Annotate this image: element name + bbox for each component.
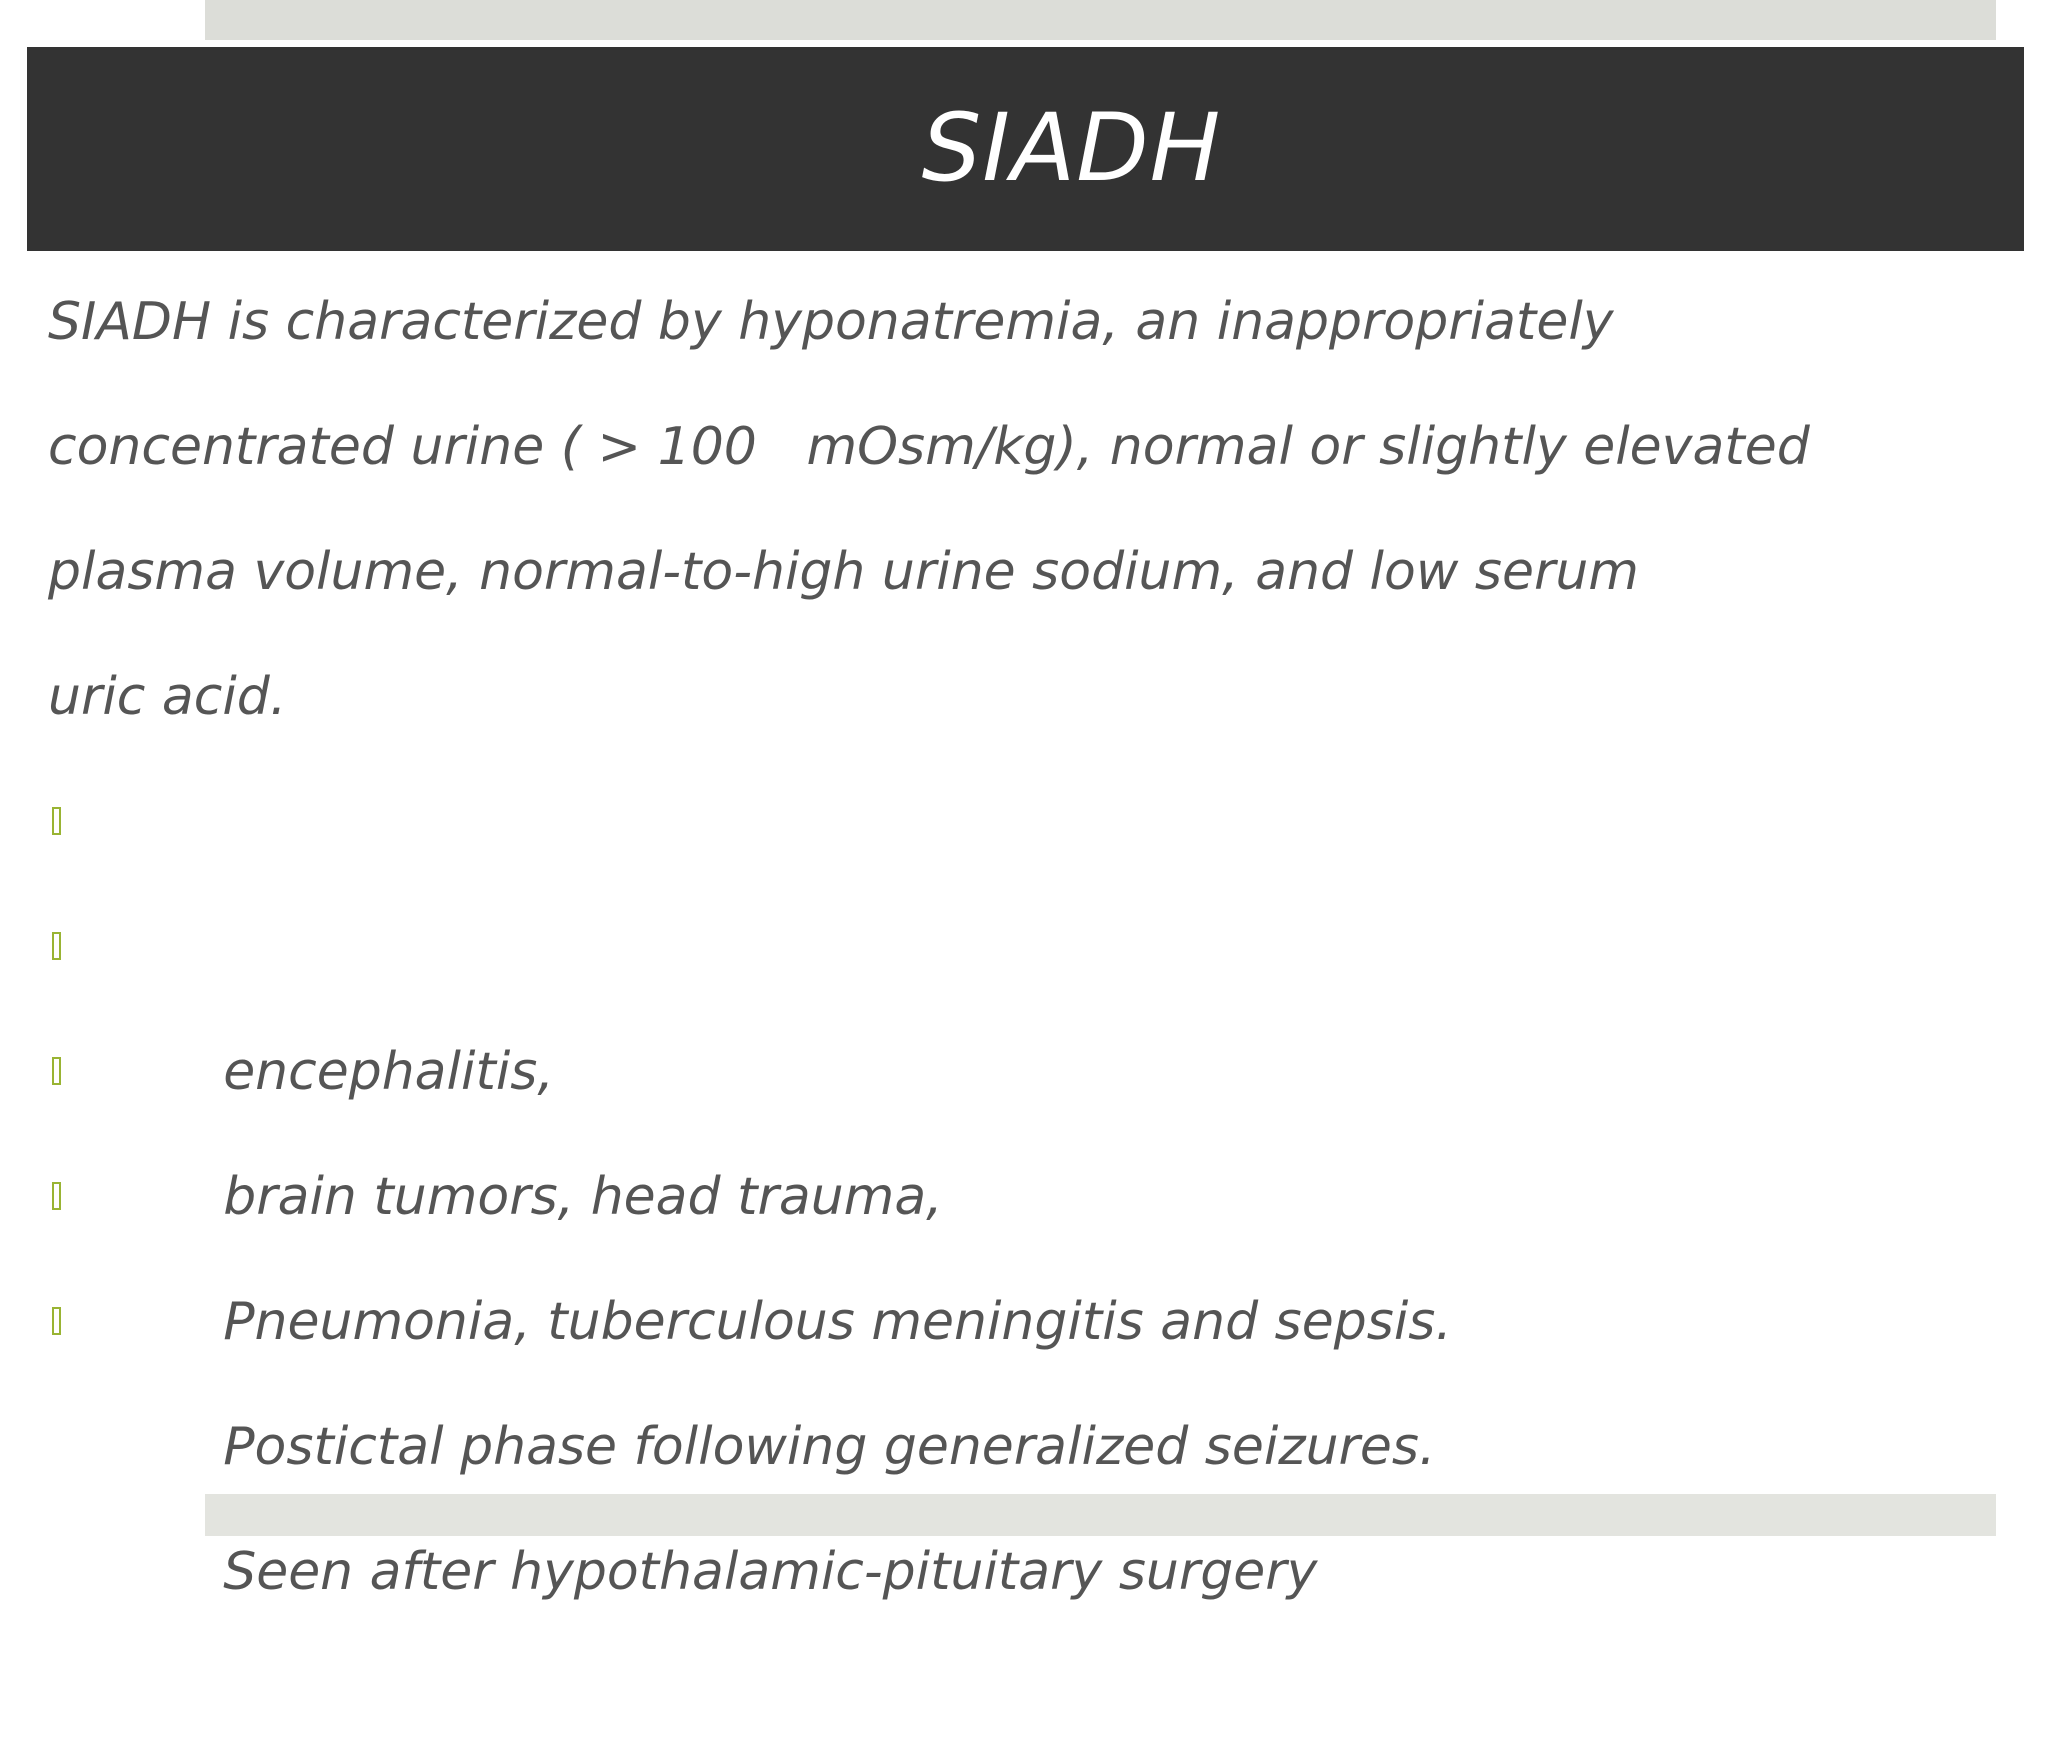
bottom-decor-bar [205,1494,1996,1536]
bullet-text: Postictal phase following generalized seizures. [223,1417,1436,1477]
list-item [48,760,1988,1102]
paragraph-line: concentrated urine ( > 100 mOsm/kg), normal or slightly elevated [48,417,1810,477]
bullet-list [48,760,1988,1602]
bullet-text: brain tumors, head trauma, [223,1167,943,1227]
intro-paragraph [48,260,1988,760]
bullet-text: Pneumonia, tuberculous meningitis and sepsis. [223,1292,1452,1352]
square-bullet-icon [52,1057,61,1085]
bullet-text: Seen after hypothalamic-pituitary surgery [223,1542,1318,1602]
paragraph-line: plasma volume, normal-to-high urine sodium, and low serum [48,542,1639,602]
slide-body [48,260,1988,1602]
title-band [27,47,2024,251]
bullet-text: encephalitis, [223,1042,554,1102]
paragraph-line: SIADH is characterized by hyponatremia, an inappropriately [48,292,1614,352]
slide-title: SIADH [921,94,1222,203]
paragraph-line: uric acid. [48,667,287,727]
square-bullet-icon [52,807,61,835]
square-bullet-icon [52,1182,61,1210]
square-bullet-icon [52,932,61,960]
top-decor-bar [205,0,1996,40]
square-bullet-icon [52,1307,61,1335]
